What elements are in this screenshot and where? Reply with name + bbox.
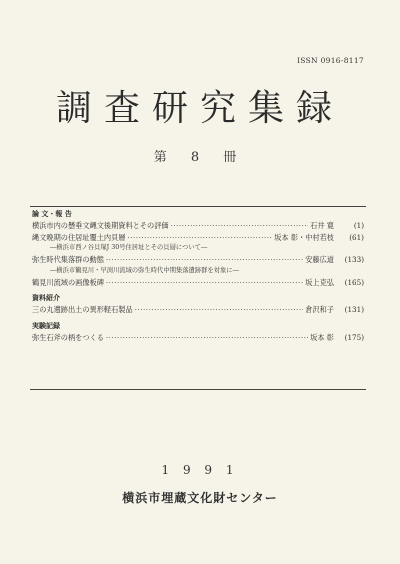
leader-dots — [106, 256, 303, 263]
table-of-contents — [32, 211, 364, 345]
section-heading-experiments: 実験記録 — [32, 321, 60, 330]
journal-title: 調査研究集録 — [55, 88, 344, 129]
toc-entry — [32, 222, 364, 234]
toc-entry — [32, 306, 364, 318]
leader-dots — [106, 279, 303, 286]
entry-page: (175) — [344, 332, 364, 342]
entry-title: 横浜市内の懸垂文縄文後期資料とその評価 — [32, 221, 169, 230]
entry-subtitle: ―横浜市鶴見川・早渕川流域の弥生時代中期集落遺跡群を対象に― — [50, 266, 239, 274]
volume-number: 第 8 冊 — [153, 150, 247, 165]
leader-dots — [135, 306, 304, 313]
entry-author: 安藤広道 — [305, 255, 334, 264]
publication-year: 1 9 9 1 — [161, 463, 239, 477]
entry-title: 三の丸遺跡出土の異形軽石製品 — [32, 305, 133, 314]
section-heading-articles: 論 文・報 告 — [32, 210, 72, 218]
entry-author: 坂本 彰 — [310, 332, 334, 342]
publisher-name: 横浜市埋蔵文化財センター — [122, 491, 278, 505]
issn-number: ISSN 0916-8117 — [297, 56, 364, 65]
entry-author: 石井 寛 — [310, 221, 334, 230]
entry-subtitle: ―横浜市西ノ谷貝塚J 30号住居址とその貝層について― — [50, 244, 208, 251]
leader-dots — [106, 334, 308, 341]
entry-page: (1) — [353, 221, 364, 230]
entry-page: (165) — [344, 277, 364, 287]
toc-entry — [32, 334, 364, 346]
toc-entry — [32, 279, 364, 291]
toc-top-rule — [30, 206, 366, 207]
entry-author: 坂上克弘 — [305, 277, 334, 287]
entry-title: 縄文晩期の住居址覆土内貝層 — [32, 232, 126, 242]
entry-page: (133) — [344, 255, 364, 264]
entry-author: 倉沢和子 — [305, 305, 334, 314]
entry-page: (131) — [344, 305, 364, 314]
toc-bottom-rule — [30, 389, 366, 390]
leader-dots — [127, 234, 272, 241]
entry-title: 鶴見川流域の画像板碑 — [32, 277, 104, 287]
entry-title: 弥生石斧の柄をつくる — [32, 332, 104, 342]
toc-entry — [32, 256, 364, 268]
entry-author: 坂本 彰・中村若枝 — [274, 232, 334, 242]
section-heading-materials: 資料紹介 — [32, 294, 60, 302]
leader-dots — [171, 222, 309, 229]
entry-title: 弥生時代集落群の動態 — [32, 255, 104, 264]
entry-page: (61) — [349, 232, 364, 242]
